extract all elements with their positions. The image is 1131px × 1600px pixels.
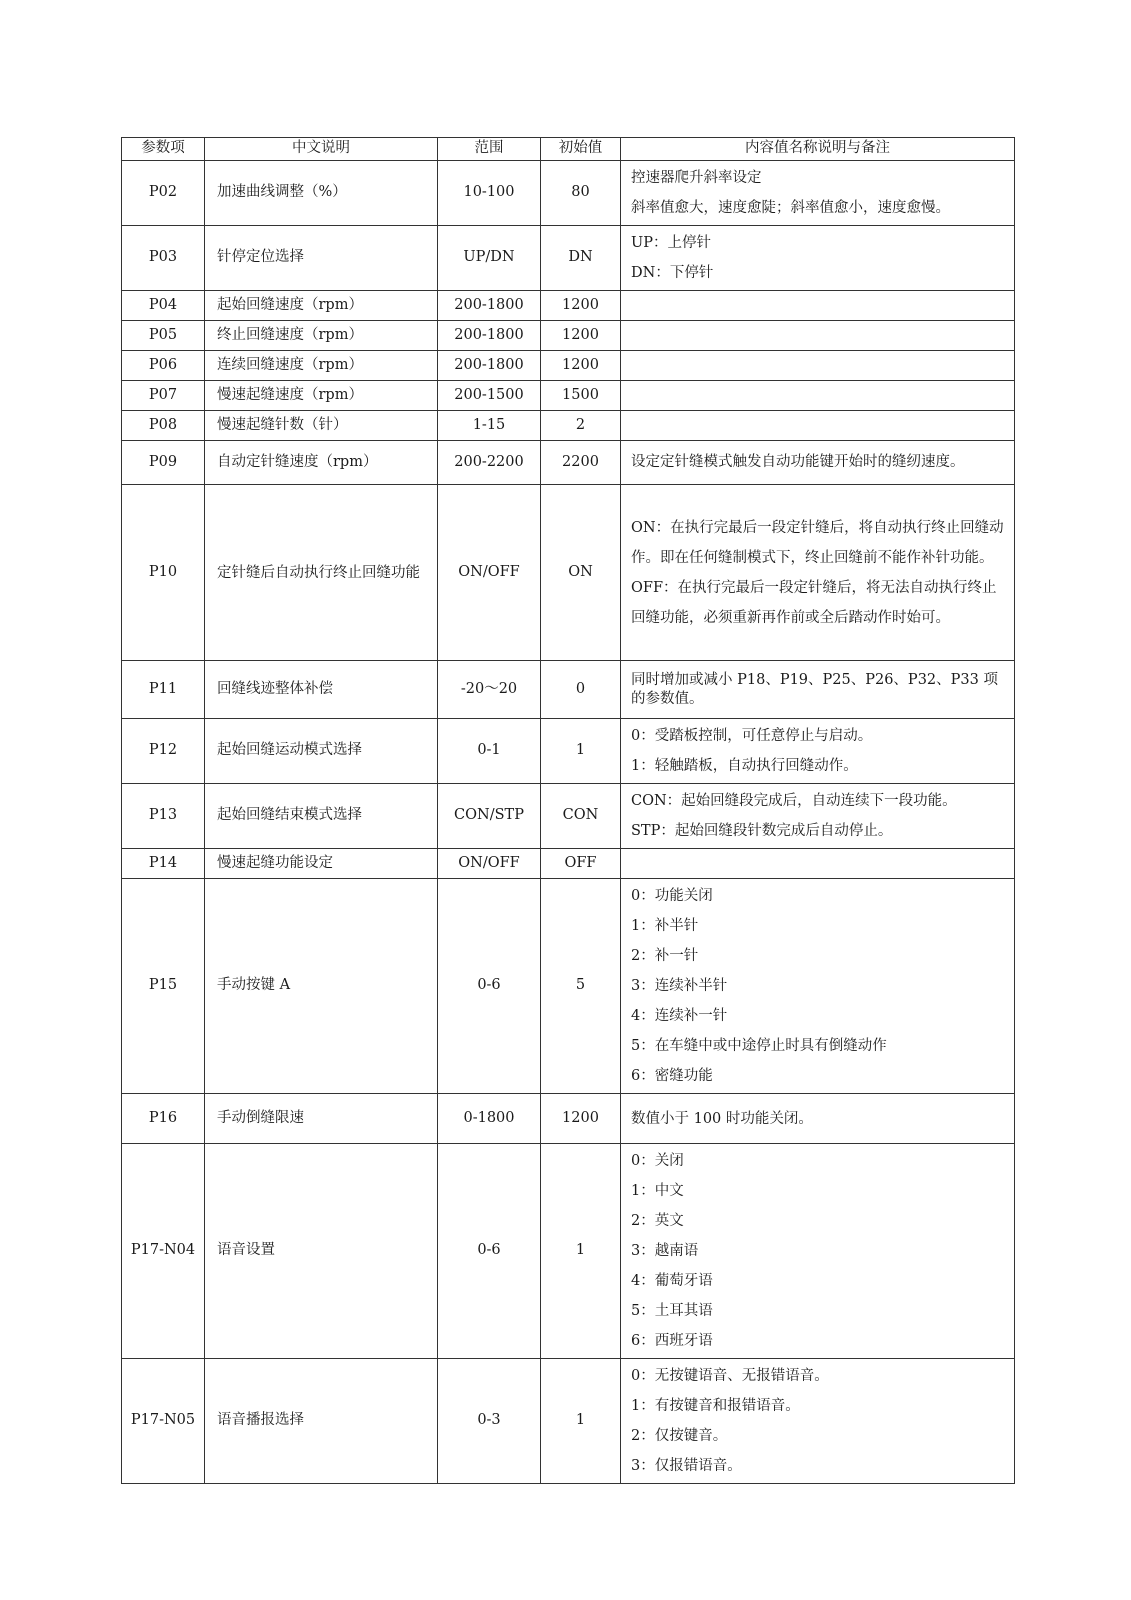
header-param: 参数项: [122, 138, 205, 161]
cell-param: P17-N04: [122, 1144, 205, 1359]
cell-initial-value: ON: [541, 485, 621, 661]
table-row: [122, 784, 1015, 849]
table-row: [122, 1359, 1015, 1484]
table-row: [122, 1094, 1015, 1144]
cell-initial-value: 1: [541, 719, 621, 784]
cell-range: ON/OFF: [438, 849, 541, 879]
cell-notes: [621, 784, 1015, 849]
cell-range: CON/STP: [438, 784, 541, 849]
cell-range: 0-6: [438, 1144, 541, 1359]
cell-param: P05: [122, 321, 205, 351]
note-line: 设定定针缝模式触发自动功能键开始时的缝纫速度。: [631, 454, 965, 470]
cell-description: 慢速起缝针数（针）: [205, 411, 438, 441]
header-description: 中文说明: [205, 138, 438, 161]
cell-notes: [621, 351, 1015, 381]
cell-notes: [621, 1094, 1015, 1144]
cell-param: P16: [122, 1094, 205, 1144]
cell-notes: [621, 291, 1015, 321]
note-line: 4：葡萄牙语: [631, 1273, 713, 1289]
table-header-row: [122, 138, 1015, 161]
cell-param: P13: [122, 784, 205, 849]
cell-initial-value: 1500: [541, 381, 621, 411]
note-line: 2：英文: [631, 1213, 684, 1229]
header-range: 范围: [438, 138, 541, 161]
note-line: 同时增加或减小 P18、P19、P25、P26、P32、P33 项的参数值。: [631, 671, 998, 707]
cell-param: P14: [122, 849, 205, 879]
cell-description-text: 定针缝后自动执行终止回缝功能: [217, 564, 420, 581]
cell-notes: [621, 441, 1015, 485]
cell-param: P02: [122, 161, 205, 226]
cell-param: P03: [122, 226, 205, 291]
cell-param: P12: [122, 719, 205, 784]
cell-notes: [621, 161, 1015, 226]
table-row: [122, 381, 1015, 411]
cell-description: 回缝线迹整体补偿: [205, 661, 438, 719]
cell-description: 起始回缝运动模式选择: [205, 719, 438, 784]
cell-notes: [621, 1144, 1015, 1359]
cell-description: 加速曲线调整（%）: [205, 161, 438, 226]
cell-description: 起始回缝速度（rpm）: [205, 291, 438, 321]
note-line: 数值小于 100 时功能关闭。: [631, 1110, 813, 1127]
note-line: 1：轻触踏板，自动执行回缝动作。: [631, 758, 858, 774]
cell-range: 200-1800: [438, 291, 541, 321]
cell-range: 0-6: [438, 879, 541, 1094]
cell-param: P15: [122, 879, 205, 1094]
cell-param: P09: [122, 441, 205, 485]
note-line: 1：中文: [631, 1183, 684, 1199]
header-notes: 内容值名称说明与备注: [621, 138, 1015, 161]
cell-initial-value: 0: [541, 661, 621, 719]
note-line: 6：西班牙语: [631, 1333, 713, 1349]
cell-description: 终止回缝速度（rpm）: [205, 321, 438, 351]
note-line: 5：在车缝中或中途停止时具有倒缝动作: [631, 1038, 887, 1054]
cell-notes: [621, 321, 1015, 351]
cell-description: 起始回缝结束模式选择: [205, 784, 438, 849]
cell-description: 手动倒缝限速: [205, 1094, 438, 1144]
cell-description: 慢速起缝功能设定: [205, 849, 438, 879]
cell-description: 连续回缝速度（rpm）: [205, 351, 438, 381]
cell-param: P07: [122, 381, 205, 411]
note-line: DN：下停针: [631, 265, 714, 281]
table-row: [122, 441, 1015, 485]
cell-param: P10: [122, 485, 205, 661]
table-row: [122, 849, 1015, 879]
cell-range: ON/OFF: [438, 485, 541, 661]
cell-param: P04: [122, 291, 205, 321]
cell-initial-value: 1200: [541, 351, 621, 381]
cell-initial-value: OFF: [541, 849, 621, 879]
header-initial-value: 初始值: [541, 138, 621, 161]
cell-initial-value: 1: [541, 1144, 621, 1359]
cell-notes: [621, 1359, 1015, 1484]
cell-param: P06: [122, 351, 205, 381]
table-row: [122, 321, 1015, 351]
note-line: 1：有按键音和报错语音。: [631, 1398, 800, 1414]
table-row: [122, 411, 1015, 441]
note-line: 3：越南语: [631, 1243, 699, 1259]
note-line: UP：上停针: [631, 235, 711, 251]
note-line: 5：土耳其语: [631, 1303, 713, 1319]
cell-initial-value: 1: [541, 1359, 621, 1484]
cell-description: 语音设置: [205, 1144, 438, 1359]
cell-range: 0-1: [438, 719, 541, 784]
cell-initial-value: 2: [541, 411, 621, 441]
table-row: [122, 226, 1015, 291]
cell-description: 自动定针缝速度（rpm）: [205, 441, 438, 485]
cell-notes: [621, 381, 1015, 411]
cell-notes: [621, 411, 1015, 441]
cell-notes: [621, 226, 1015, 291]
note-line: 0：功能关闭: [631, 888, 713, 904]
note-line: 2：仅按键音。: [631, 1428, 728, 1444]
note-line: 控速器爬升斜率设定: [631, 170, 762, 186]
cell-range: 200-2200: [438, 441, 541, 485]
note-line: 6：密缝功能: [631, 1068, 713, 1084]
cell-notes: [621, 485, 1015, 661]
cell-initial-value: 1200: [541, 291, 621, 321]
table-row: [122, 661, 1015, 719]
parameter-table: [121, 137, 1015, 1484]
cell-range: 0-3: [438, 1359, 541, 1484]
note-line: 0：无按键语音、无报错语音。: [631, 1368, 829, 1384]
cell-description: 慢速起缝速度（rpm）: [205, 381, 438, 411]
cell-initial-value: 1200: [541, 321, 621, 351]
cell-notes: [621, 849, 1015, 879]
cell-range: 200-1800: [438, 321, 541, 351]
table-row: [122, 879, 1015, 1094]
table-row: [122, 719, 1015, 784]
cell-initial-value: 2200: [541, 441, 621, 485]
table-body: [122, 161, 1015, 1484]
cell-range: 1-15: [438, 411, 541, 441]
table-row: [122, 1144, 1015, 1359]
note-line: 3：仅报错语音。: [631, 1458, 742, 1474]
cell-param: P08: [122, 411, 205, 441]
table-row: [122, 291, 1015, 321]
table-row: [122, 161, 1015, 226]
note-line: 4：连续补一针: [631, 1008, 728, 1024]
cell-param: P11: [122, 661, 205, 719]
cell-range: 200-1500: [438, 381, 541, 411]
cell-initial-value: 1200: [541, 1094, 621, 1144]
cell-description: 语音播报选择: [205, 1359, 438, 1484]
cell-range: UP/DN: [438, 226, 541, 291]
note-line: 0：受踏板控制，可任意停止与启动。: [631, 728, 873, 744]
table-row: [122, 485, 1015, 661]
note-line: CON：起始回缝段完成后，自动连续下一段功能。: [631, 793, 957, 809]
note-line: 0：关闭: [631, 1153, 684, 1169]
note-line: ON：在执行完最后一段定针缝后，将自动执行终止回缝动作。即在任何缝制模式下，终止回缝前不能作补针功能。: [631, 519, 1004, 566]
cell-notes: [621, 661, 1015, 719]
cell-range: -20～20: [438, 661, 541, 719]
cell-description: [205, 485, 438, 661]
cell-initial-value: 80: [541, 161, 621, 226]
note-line: OFF：在执行完最后一段定针缝后，将无法自动执行终止回缝功能，必须重新再作前或全后踏动作时始可。: [631, 579, 997, 626]
note-line: 斜率值愈大，速度愈陡；斜率值愈小，速度愈慢。: [631, 200, 950, 216]
cell-initial-value: CON: [541, 784, 621, 849]
cell-description: 手动按键 A: [205, 879, 438, 1094]
cell-range: 0-1800: [438, 1094, 541, 1144]
cell-initial-value: 5: [541, 879, 621, 1094]
cell-range: 10-100: [438, 161, 541, 226]
note-line: 2：补一针: [631, 948, 699, 964]
table-row: [122, 351, 1015, 381]
cell-description: 针停定位选择: [205, 226, 438, 291]
cell-initial-value: DN: [541, 226, 621, 291]
cell-range: 200-1800: [438, 351, 541, 381]
cell-param: P17-N05: [122, 1359, 205, 1484]
note-line: STP：起始回缝段针数完成后自动停止。: [631, 823, 893, 839]
cell-notes: [621, 719, 1015, 784]
cell-notes: [621, 879, 1015, 1094]
note-line: 1：补半针: [631, 918, 699, 934]
note-line: 3：连续补半针: [631, 978, 728, 994]
